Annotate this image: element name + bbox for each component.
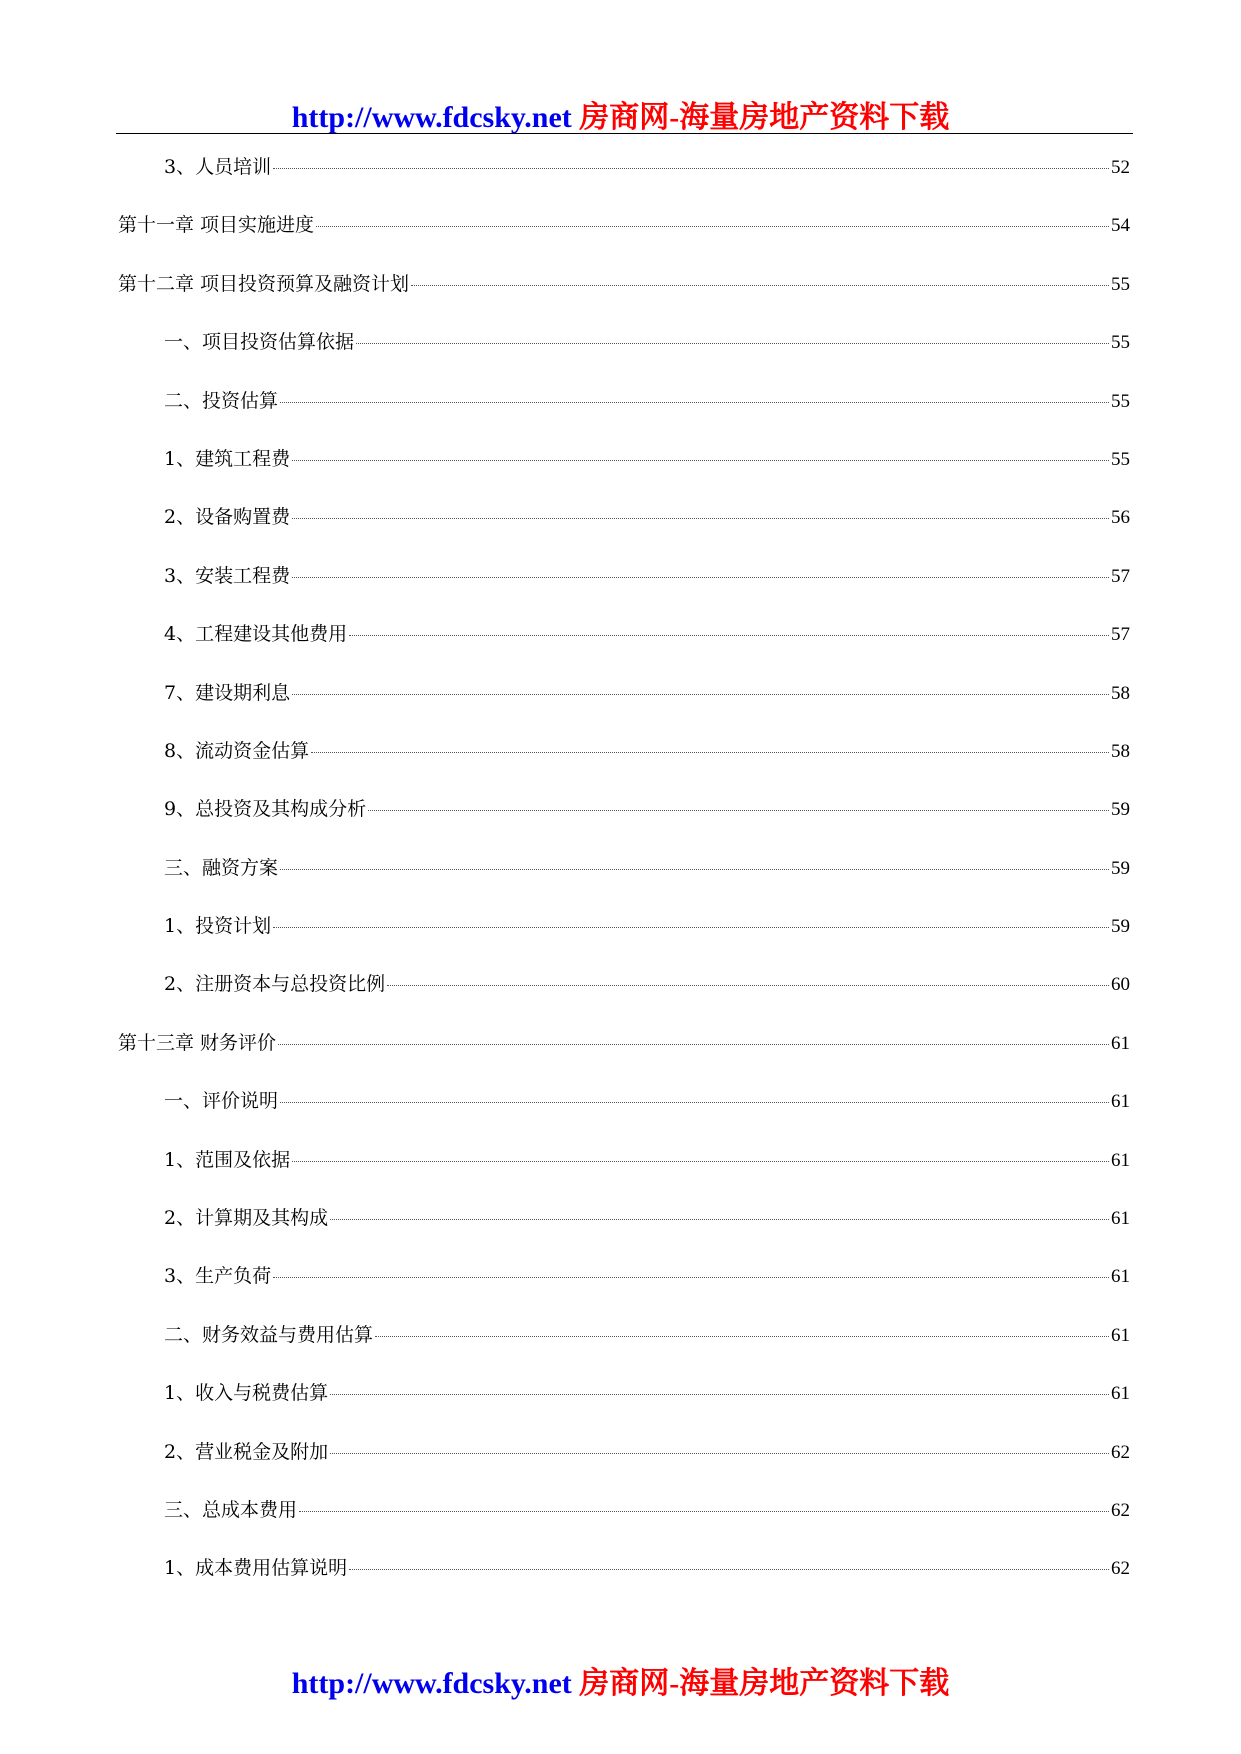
toc-entry[interactable] — [118, 142, 1130, 200]
toc-entry-page-number: 57 — [1111, 565, 1130, 587]
toc-entry[interactable] — [118, 434, 1130, 492]
toc-entry-label: 8、流动资金估算 — [164, 739, 310, 762]
header-rule — [116, 133, 1133, 134]
toc-entry-label: 第十一章 项目实施进度 — [118, 214, 315, 237]
toc-entry-label: 1、收入与税费估算 — [164, 1382, 329, 1405]
toc-entry[interactable] — [118, 200, 1130, 258]
toc-dot-leader — [330, 1393, 1109, 1395]
toc-entry[interactable] — [118, 609, 1130, 667]
toc-entry-label: 二、财务效益与费用估算 — [164, 1323, 374, 1346]
toc-entry[interactable] — [118, 843, 1130, 901]
toc-dot-leader — [330, 1452, 1109, 1454]
toc-entry-page-number: 58 — [1111, 740, 1130, 762]
toc-entry-page-number: 62 — [1111, 1499, 1130, 1521]
toc-entry-label: 1、建筑工程费 — [164, 447, 291, 470]
toc-entry-label: 7、建设期利息 — [164, 681, 291, 704]
toc-entry-page-number: 61 — [1111, 1149, 1130, 1171]
toc-entry-page-number: 61 — [1111, 1266, 1130, 1288]
toc-entry-label: 2、设备购置费 — [164, 506, 291, 529]
toc-entry-label: 三、融资方案 — [164, 856, 279, 879]
toc-dot-leader — [299, 1510, 1109, 1512]
toc-dot-leader — [280, 868, 1109, 870]
toc-dot-leader — [278, 1043, 1109, 1045]
toc-entry-label: 一、项目投资估算依据 — [164, 331, 355, 354]
toc-dot-leader — [273, 167, 1109, 169]
toc-dot-leader — [349, 1568, 1109, 1570]
toc-entry-page-number: 52 — [1111, 157, 1130, 178]
toc-entry[interactable] — [118, 317, 1130, 375]
toc-entry[interactable] — [118, 668, 1130, 726]
toc-entry[interactable] — [118, 1310, 1130, 1368]
toc-dot-leader — [411, 284, 1109, 286]
toc-entry[interactable] — [118, 1135, 1130, 1193]
footer-site-name: 房商网-海量房地产资料下载 — [579, 1667, 950, 1700]
toc-entry-label: 第十三章 财务评价 — [118, 1031, 277, 1054]
toc-dot-leader — [280, 1101, 1109, 1103]
toc-entry-page-number: 55 — [1111, 448, 1130, 470]
toc-entry-label: 3、安装工程费 — [164, 564, 291, 587]
toc-entry-label: 三、总成本费用 — [164, 1498, 298, 1521]
toc-entry[interactable] — [118, 1076, 1130, 1134]
toc-entry-page-number: 59 — [1111, 916, 1130, 938]
toc-entry-page-number: 61 — [1111, 1208, 1130, 1230]
header-site-name: 房商网-海量房地产资料下载 — [579, 101, 950, 134]
toc-entry[interactable] — [118, 726, 1130, 784]
toc-dot-leader — [292, 693, 1109, 695]
toc-entry[interactable] — [118, 551, 1130, 609]
toc-entry-page-number: 61 — [1111, 1032, 1130, 1054]
toc-entry[interactable] — [118, 1485, 1130, 1543]
toc-entry-label: 2、注册资本与总投资比例 — [164, 973, 386, 996]
toc-entry-page-number: 59 — [1111, 799, 1130, 821]
toc-dot-leader — [330, 1218, 1109, 1220]
toc-dot-leader — [316, 225, 1109, 227]
toc-entry-label: 2、营业税金及附加 — [164, 1440, 329, 1463]
toc-entry-page-number: 62 — [1111, 1558, 1130, 1580]
toc-entry-page-number: 56 — [1111, 507, 1130, 529]
toc-entry-label: 1、成本费用估算说明 — [164, 1557, 348, 1580]
toc-entry-page-number: 55 — [1111, 390, 1130, 412]
toc-entry-page-number: 59 — [1111, 857, 1130, 879]
toc-entry[interactable] — [118, 1193, 1130, 1251]
toc-dot-leader — [273, 1276, 1109, 1278]
toc-entry-label: 4、工程建设其他费用 — [164, 623, 348, 646]
toc-dot-leader — [292, 517, 1109, 519]
toc-entry[interactable] — [118, 1251, 1130, 1309]
toc-entry[interactable] — [118, 959, 1130, 1017]
toc-dot-leader — [375, 1335, 1109, 1337]
toc-entry-label: 二、投资估算 — [164, 389, 279, 412]
toc-entry[interactable] — [118, 1427, 1130, 1485]
toc-entry-page-number: 54 — [1111, 215, 1130, 237]
toc-dot-leader — [368, 809, 1109, 811]
toc-dot-leader — [292, 1160, 1109, 1162]
toc-entry-page-number: 58 — [1111, 682, 1130, 704]
toc-entry-label: 1、范围及依据 — [164, 1148, 291, 1171]
footer-url-link[interactable]: http://www.fdcsky.net — [291, 1667, 572, 1700]
toc-entry-page-number: 61 — [1111, 1324, 1130, 1346]
toc-entry-page-number: 57 — [1111, 624, 1130, 646]
toc-entry[interactable] — [118, 259, 1130, 317]
toc-dot-leader — [292, 459, 1109, 461]
toc-entry[interactable] — [118, 784, 1130, 842]
toc-entry-label: 一、评价说明 — [164, 1090, 279, 1113]
toc-entry-page-number: 55 — [1111, 273, 1130, 295]
toc-dot-leader — [311, 751, 1109, 753]
toc-dot-leader — [349, 634, 1109, 636]
toc-entry-page-number: 55 — [1111, 332, 1130, 354]
toc-entry-label: 第十二章 项目投资预算及融资计划 — [118, 272, 410, 295]
footer-banner — [0, 1658, 1241, 1702]
header-url-link[interactable]: http://www.fdcsky.net — [291, 101, 572, 134]
toc-entry-page-number: 61 — [1111, 1091, 1130, 1113]
table-of-contents — [118, 142, 1130, 1602]
toc-dot-leader — [292, 576, 1109, 578]
toc-entry-label: 3、人员培训 — [164, 156, 272, 178]
toc-dot-leader — [280, 401, 1109, 403]
toc-dot-leader — [356, 342, 1109, 344]
toc-dot-leader — [273, 926, 1109, 928]
header-banner — [0, 92, 1241, 136]
toc-entry[interactable] — [118, 492, 1130, 550]
toc-entry[interactable] — [118, 1018, 1130, 1076]
toc-entry-label: 2、计算期及其构成 — [164, 1207, 329, 1230]
toc-dot-leader — [387, 984, 1109, 986]
toc-entry-label: 1、投资计划 — [164, 915, 272, 938]
toc-entry[interactable] — [118, 376, 1130, 434]
toc-entry[interactable] — [118, 901, 1130, 959]
toc-entry-page-number: 62 — [1111, 1441, 1130, 1463]
toc-entry-label: 9、总投资及其构成分析 — [164, 798, 367, 821]
toc-entry-page-number: 60 — [1111, 974, 1130, 996]
toc-entry-page-number: 61 — [1111, 1383, 1130, 1405]
toc-entry[interactable] — [118, 1543, 1130, 1601]
toc-entry[interactable] — [118, 1368, 1130, 1426]
toc-entry-label: 3、生产负荷 — [164, 1265, 272, 1288]
